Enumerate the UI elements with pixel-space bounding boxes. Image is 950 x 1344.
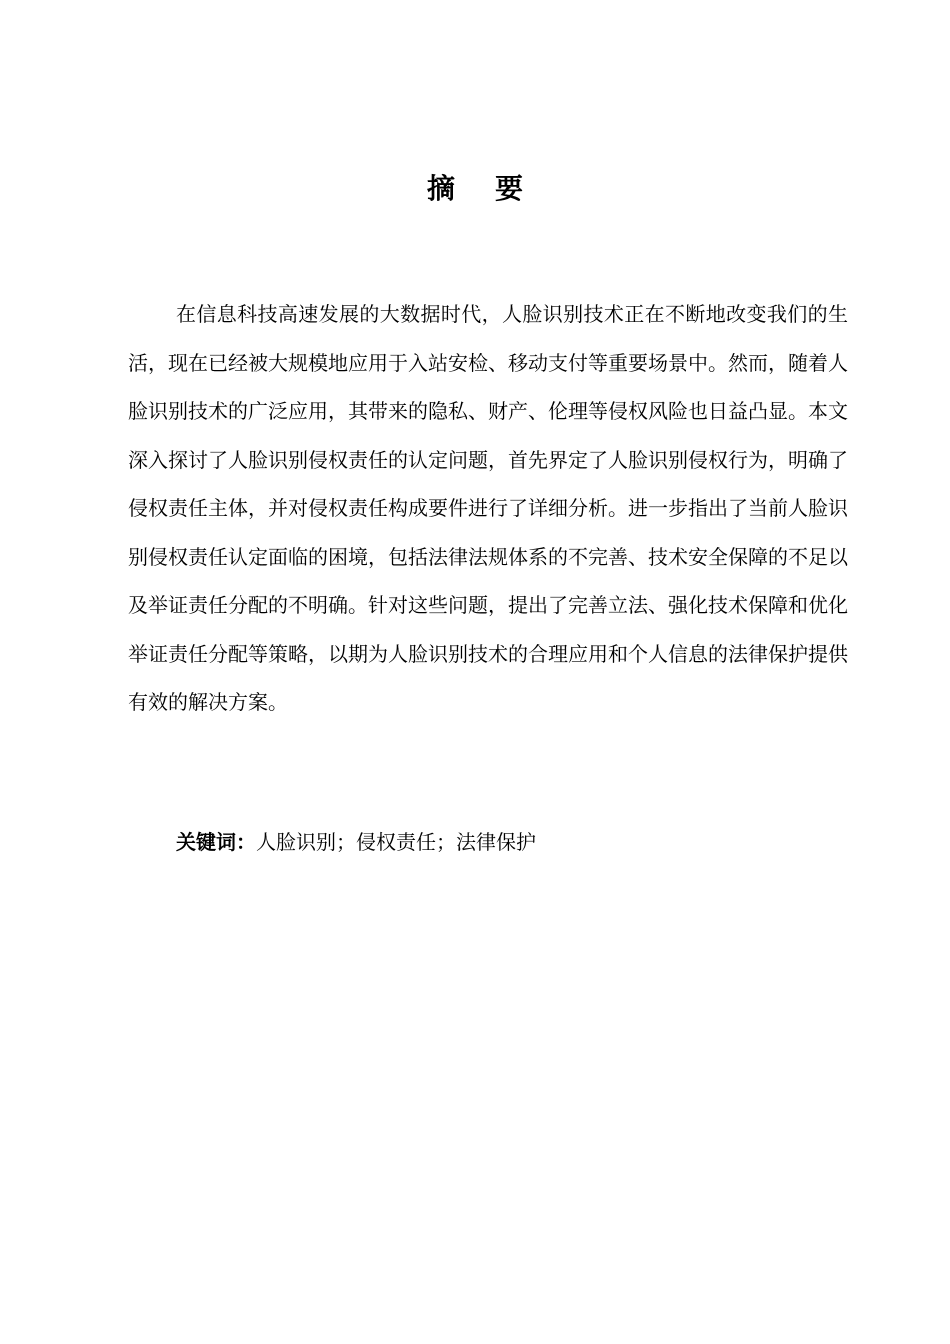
- abstract-paragraph: 在信息科技高速发展的大数据时代，人脸识别技术正在不断地改变我们的生活，现在已经被大规模地应用于入站安检、移动支付等重要场景中。然而，随着人脸识别技术的广泛应用，其带来的隐私、财产、伦理等侵权风险也日益凸显。本文深入探讨了人脸识别侵权责任的认定问题，首先界定了人脸识别侵权行为，明确了侵权责任主体，并对侵权责任构成要件进行了详细分析。进一步指出了当前人脸识别侵权责任认定面临的困境，包括法律法规体系的不完善、技术安全保障的不足以及举证责任分配的不明确。针对这些问题，提出了完善立法、强化技术保障和优化举证责任分配等策略，以期为人脸识别技术的合理应用和个人信息的法律保护提供有效的解决方案。: [128, 302, 848, 714]
- keywords-value: 人脸识别；侵权责任；法律保护: [256, 830, 536, 854]
- keywords-line: [176, 822, 856, 862]
- page-title: 摘要: [426, 171, 563, 205]
- keywords-label: 关键词：: [176, 830, 256, 854]
